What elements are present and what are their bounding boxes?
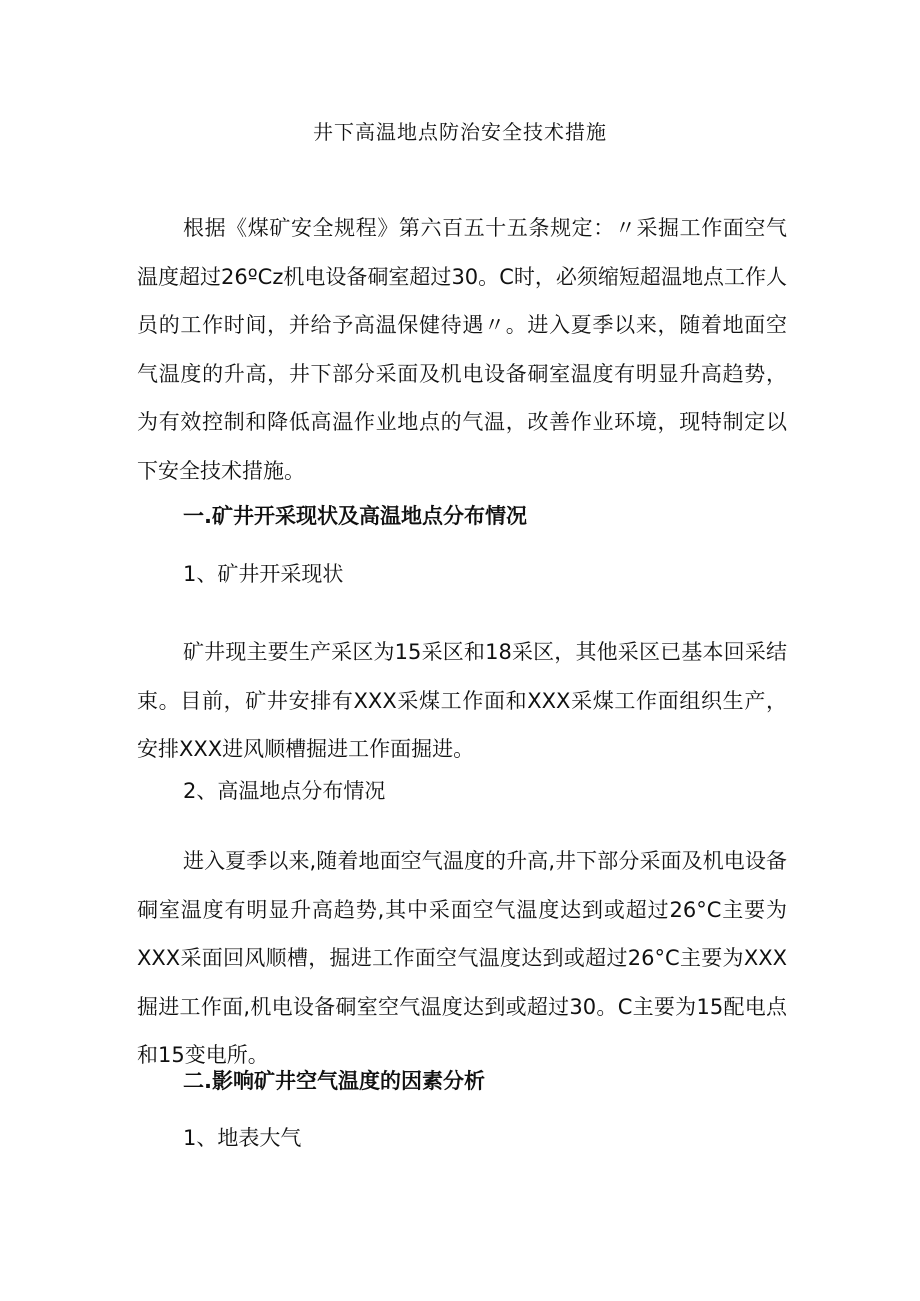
section-1-heading: 一.矿井开采现状及高温地点分布情况: [183, 504, 527, 528]
section-2-heading: 二.影响矿井空气温度的因素分析: [183, 1069, 485, 1093]
section-1-1-label: 1、矿井开采现状: [183, 562, 344, 586]
section-2-1-label: 1、地表大气: [183, 1126, 302, 1150]
document-title: 井下高温地点防治安全技术措施: [313, 120, 607, 144]
intro-paragraph: 根据《煤矿安全规程》第六百五十五条规定：〃采掘工作面空气温度超过26ºCz机电设备硐室超过30。C时，必须缩短超温地点工作人员的工作时间，并给予高温保健待遇〃。进入夏季以来，随着地面空气温度的升高，井下部分采面及机电设备硐室温度有明显升高趋势，为有效控制和降低高温作业地点的气温，改善作业环境，现特制定以下安全技术措施。: [137, 216, 787, 483]
section-1-1-paragraph: 矿井现主要生产采区为15采区和18采区，其他采区已基本回采结束。目前，矿井安排有XXX采煤工作面和XXX采煤工作面组织生产，安排XXX进风顺槽掘进工作面掘进。: [137, 640, 787, 761]
section-1-2-label: 2、高温地点分布情况: [183, 779, 386, 803]
section-1-2-paragraph: 进入夏季以来,随着地面空气温度的升高,井下部分采面及机电设备硐室温度有明显升高趋势,其中采面空气温度达到或超过26°C主要为XXX采面回风顺槽，掘进工作面空气温度达到或超过26°C主要为XXX掘进工作面,机电设备硐室空气温度达到或超过30。C主要为15配电点和15变电所。: [137, 849, 787, 1067]
